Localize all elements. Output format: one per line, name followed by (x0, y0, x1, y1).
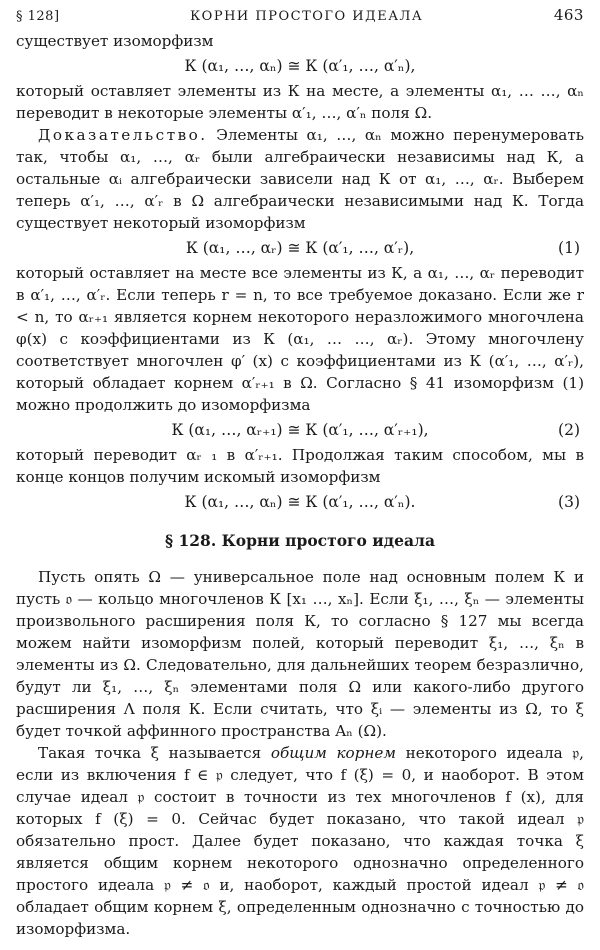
running-head (16, 6, 584, 30)
equation-body: К (α₁, …, αₙ) ≅ К (α′₁, …, α′ₙ), (184, 57, 416, 75)
paragraph: который оставляет элементы из К на месте, а элементы α₁, … …, αₙ переводит в некоторые элементы α′₁, …, α′ₙ поля Ω. (16, 82, 584, 122)
text-run: Такая точка ξ называется (38, 744, 271, 762)
equation-body: К (α₁, …, αₙ) ≅ К (α′₁, …, α′ₙ). (184, 493, 416, 511)
paragraph: который оставляет на месте все элементы из К, а α₁, …, αᵣ переводит в α′₁, …, α′ᵣ. Если теперь r = n, то все требуемое доказано. Если же r < n, то αᵣ₊₁ является корнем некоторого неразложимого многочлена φ(x) с коэффициентами из К (α₁, … …, αᵣ). Этому многочлену соответствует многочлен φ′ (x) с коэффициентами из К (α′₁, …, α′ᵣ), который обладает корнем α′ᵣ₊₁ в Ω. Согласно § 41 изоморфизм (1) можно продолжить до изоморфизма (16, 264, 584, 414)
proof-heading: Доказательство. (38, 126, 208, 144)
equation-body: К (α₁, …, αᵣ₊₁) ≅ К (α′₁, …, α′ᵣ₊₁), (171, 421, 429, 439)
proof-text: Элементы α₁, …, αₙ можно перенумеровать так, чтобы α₁, …, αᵣ были алгебраически независимы над К, а остальные αᵢ алгебраически зависели над К от α₁, …, αᵣ. Выберем теперь α′₁, …, α′ᵣ в Ω алгебраически независимыми над К. Тогда существует некоторый изоморфизм (16, 126, 584, 232)
page-number: 463 (553, 6, 584, 24)
text-run: некоторого идеала 𝔭, если из включения f ∈ 𝔭 следует, что f (ξ) = 0, и наоборот. В этом случае идеал 𝔭 состоит в точности из тех многочленов f (x), для которых f (ξ) = 0. Сейчас будет показано, что такой идеал 𝔭 обязательно прост. Далее будет показано, что каждая точка ξ является общим корнем некоторого однозначно определенного простого идеала 𝔭 ≠ 𝔬 и, наоборот, каждый простой идеал 𝔭 ≠ 𝔬 обладает общим корнем ξ, определенным однозначно с точностью до изоморфизма. (16, 744, 585, 938)
body-text (16, 30, 584, 940)
equation-2 (16, 416, 584, 444)
emphasis: общим корнем (270, 744, 396, 762)
equation-body: К (α₁, …, αᵣ) ≅ К (α′₁, …, α′ᵣ), (185, 239, 415, 257)
paragraph: который переводит αᵣ ₁ в α′ᵣ₊₁. Продолжая таким способом, мы в конце концов получим искомый изоморфизм (16, 446, 584, 486)
equation-label: (3) (558, 493, 580, 511)
running-head-section: § 128] (16, 9, 60, 24)
section-title: § 128. Корни простого идеала (164, 531, 435, 550)
proof-paragraph (16, 124, 584, 234)
running-head-title: КОРНИ ПРОСТОГО ИДЕАЛА (190, 9, 424, 24)
equation-label: (2) (558, 421, 580, 439)
equation-3 (16, 488, 584, 516)
paragraph: Пусть опять Ω — универсальное поле над основным полем К и пусть 𝔬 — кольцо многочленов К [x₁ …, xₙ]. Если ξ₁, …, ξₙ — элементы произвольного расширения поля К, то согласно § 127 мы всегда можем найти изоморфизм полей, который переводит ξ₁, …, ξₙ в элементы из Ω. Следовательно, для дальнейших теорем безразлично, будут ли ξ₁, …, ξₙ элементами поля Ω или какого-либо другого расширения Λ поля К. Если считать, что ξᵢ — элементы из Ω, то ξ будет точкой аффинного пространства Aₙ (Ω). (16, 568, 584, 740)
equation-unnumbered (16, 52, 584, 80)
equation-label: (1) (558, 239, 580, 257)
equation-1 (16, 234, 584, 262)
text-line: существует изоморфизм (16, 32, 214, 50)
paragraph (16, 742, 584, 940)
